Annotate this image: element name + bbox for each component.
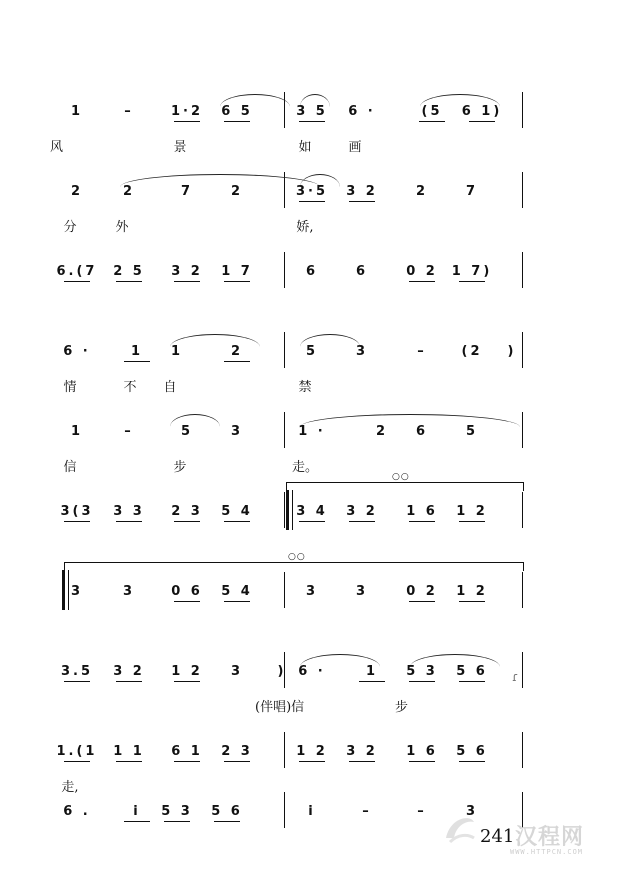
note: 6 1) <box>459 104 505 119</box>
note: 3 2 <box>339 744 385 759</box>
note: 0 2 <box>399 584 445 599</box>
measure-left <box>60 390 285 475</box>
barline <box>284 732 285 768</box>
measure-left <box>56 230 285 310</box>
barline <box>522 332 523 368</box>
note: 6 · <box>298 664 326 679</box>
note: 6 <box>305 264 319 279</box>
note: 1 6 <box>399 504 445 519</box>
note: 6 5 <box>214 104 260 119</box>
score-row <box>0 390 630 475</box>
note: 6 1 <box>164 744 210 759</box>
note: 3·5 <box>289 184 335 199</box>
note: 3 2 <box>106 664 152 679</box>
barline <box>522 172 523 208</box>
note: 1 <box>349 664 395 679</box>
note: – <box>124 424 134 439</box>
watermark-logo-icon <box>440 808 480 848</box>
barline <box>522 412 523 448</box>
lyric: 走, <box>61 780 79 795</box>
note: 3.5 <box>54 664 100 679</box>
note: 1 2 <box>289 744 335 759</box>
note: 6 <box>415 424 429 439</box>
note: 2 <box>230 184 244 199</box>
note: 1 2 <box>449 504 495 519</box>
score-row <box>0 630 630 715</box>
note: 3 3 <box>106 504 152 519</box>
note: 5 <box>305 344 319 359</box>
note: 5 6 <box>204 804 250 819</box>
stray-mark: ɾ <box>512 670 519 684</box>
note: 2 <box>375 424 389 439</box>
lyric: 外 <box>115 220 129 235</box>
note: 1·2 <box>164 104 210 119</box>
lyric: 禁 <box>298 380 312 395</box>
note: 1 1 <box>106 744 152 759</box>
note: – <box>417 804 427 819</box>
lyric: 如 <box>298 140 312 155</box>
barline <box>284 252 285 288</box>
note: 3 <box>70 584 84 599</box>
note: 5 4 <box>214 504 260 519</box>
note: 2 3 <box>214 744 260 759</box>
note: 1 2 <box>164 664 210 679</box>
note: 5 4 <box>214 584 260 599</box>
measure-left <box>60 470 285 550</box>
note: 5 <box>465 424 479 439</box>
note: 1 · <box>298 424 326 439</box>
note: 1 2 <box>449 584 495 599</box>
note: 5 6 <box>449 664 495 679</box>
note: 0 6 <box>164 584 210 599</box>
note: 1.(1 <box>54 744 100 759</box>
note: – <box>362 804 372 819</box>
measure-right <box>295 150 520 235</box>
lyric: 步 <box>173 460 187 475</box>
note: 1 7 <box>214 264 260 279</box>
page-number: 241 <box>480 826 515 847</box>
note: 3 <box>230 424 244 439</box>
note: 1 7) <box>449 264 495 279</box>
measure-right <box>295 310 520 395</box>
barline <box>522 92 523 128</box>
lyric: 分 <box>63 220 77 235</box>
lyric: 情 <box>63 380 77 395</box>
lyric: 景 <box>173 140 187 155</box>
lyric: (伴唱)信 <box>255 700 305 715</box>
note: 3 <box>122 584 136 599</box>
note: 1 6 <box>399 744 445 759</box>
note: ) <box>277 664 287 679</box>
note: 3 4 <box>289 504 335 519</box>
note: 2 <box>415 184 429 199</box>
note: 3 2 <box>339 184 385 199</box>
note: 7 <box>180 184 194 199</box>
barline <box>284 92 285 128</box>
note: 2 <box>70 184 84 199</box>
measure-left <box>60 770 285 850</box>
note: 2 3 <box>164 504 210 519</box>
lyric: 信 <box>63 460 77 475</box>
barline <box>284 572 285 608</box>
measure-left <box>50 70 285 155</box>
note: 2 <box>122 184 136 199</box>
barline <box>522 572 523 608</box>
barline <box>284 492 285 528</box>
note: 6 . <box>63 804 91 819</box>
lyric: 自 <box>163 380 177 395</box>
score-row <box>0 70 630 155</box>
note: 1 <box>70 104 84 119</box>
note: 5 <box>180 424 194 439</box>
volta-bracket <box>286 482 524 491</box>
barline <box>284 652 285 688</box>
note: 3 <box>305 584 319 599</box>
note: 5 3 <box>399 664 445 679</box>
note: 5 6 <box>449 744 495 759</box>
note: 3 <box>355 344 369 359</box>
note: 3 2 <box>339 504 385 519</box>
score-row <box>0 550 630 630</box>
barline <box>522 252 523 288</box>
note: 2 5 <box>106 264 152 279</box>
note: 6 · <box>63 344 91 359</box>
score-row <box>0 230 630 310</box>
note: 1 <box>170 344 184 359</box>
lyric: 不 <box>123 380 137 395</box>
note: 6 <box>355 264 369 279</box>
repeat-start-barline <box>286 490 296 530</box>
lyric: 画 <box>348 140 362 155</box>
note: 1 <box>70 424 84 439</box>
note: 7 <box>465 184 479 199</box>
note: – <box>417 344 427 359</box>
barline <box>522 492 523 528</box>
lyric: 风 <box>50 140 64 155</box>
note: 1 <box>114 344 160 359</box>
barline <box>284 332 285 368</box>
score-row <box>0 150 630 235</box>
note: i <box>114 804 160 819</box>
note: – <box>124 104 134 119</box>
repeat-start-barline <box>62 570 72 610</box>
note: 3 <box>465 804 479 819</box>
measure-left <box>60 150 285 235</box>
note: (5 <box>409 104 455 119</box>
lyric: 走。 <box>291 460 318 475</box>
note: 0 2 <box>399 264 445 279</box>
barline <box>284 412 285 448</box>
measure-right <box>295 230 520 310</box>
measure-left <box>60 630 285 710</box>
volta-bracket <box>64 562 524 571</box>
measure-left <box>60 310 285 395</box>
note: 6 · <box>348 104 376 119</box>
note: 3 <box>355 584 369 599</box>
score-row <box>0 310 630 395</box>
note: 6.(7 <box>54 264 100 279</box>
note: ) <box>507 344 517 359</box>
bracket-mark: ○○ <box>288 552 306 562</box>
note: 5 3 <box>154 804 200 819</box>
note: 3(3 <box>54 504 100 519</box>
note: 3 <box>230 664 244 679</box>
watermark-url: WWW.HTTPCN.COM <box>510 848 584 856</box>
measure-right <box>295 70 520 155</box>
note: i <box>308 804 316 819</box>
note: 2 <box>214 344 260 359</box>
bracket-mark: ○○ <box>392 472 410 482</box>
note: (2 <box>461 344 483 359</box>
barline <box>284 792 285 828</box>
barline <box>522 652 523 688</box>
barline <box>522 732 523 768</box>
watermark-site: 汉程网 <box>515 825 585 850</box>
score-row <box>0 470 630 550</box>
note: 3 5 <box>289 104 335 119</box>
note: 3 2 <box>164 264 210 279</box>
lyric: 娇, <box>296 220 314 235</box>
measure-right <box>291 390 520 475</box>
measure-right <box>255 630 520 715</box>
lyric: 步 <box>395 700 409 715</box>
